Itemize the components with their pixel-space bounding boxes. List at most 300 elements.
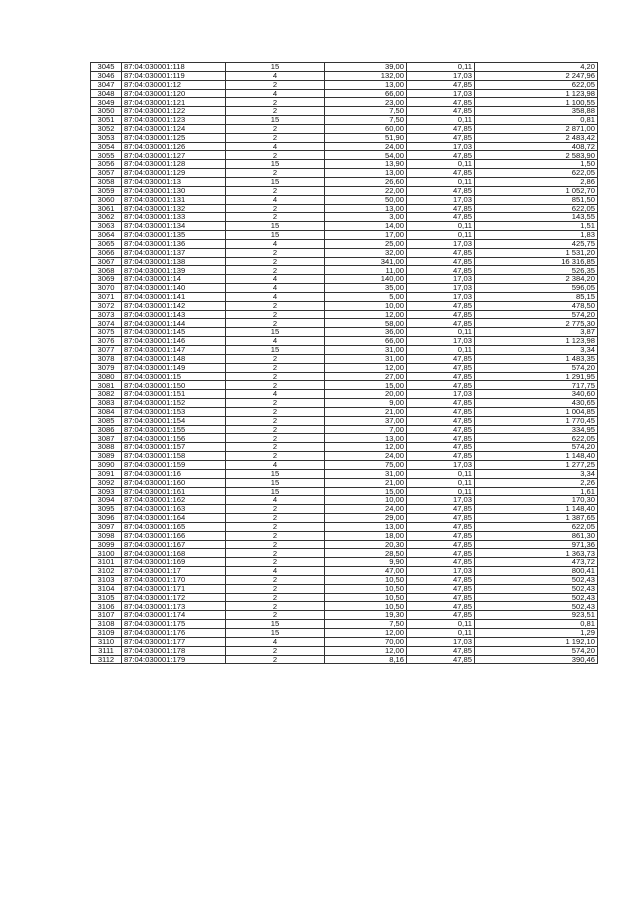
- row-number-cell: 3094: [91, 496, 122, 505]
- rate-value-cell: 47,85: [407, 531, 475, 540]
- area-value-cell: 60,00: [325, 124, 407, 133]
- table-row: [91, 496, 598, 505]
- total-value-cell: 1 387,65: [475, 514, 598, 523]
- row-number-cell: 3069: [91, 275, 122, 284]
- total-value-cell: 390,46: [475, 655, 598, 664]
- table-row: [91, 133, 598, 142]
- table-row: [91, 416, 598, 425]
- table-row: [91, 514, 598, 523]
- total-value-cell: 473,72: [475, 558, 598, 567]
- table-row: [91, 637, 598, 646]
- rate-value-cell: 47,85: [407, 107, 475, 116]
- cadastral-number-cell: 87:04:030001:171: [122, 584, 226, 593]
- row-number-cell: 3106: [91, 602, 122, 611]
- rate-value-cell: 0,11: [407, 478, 475, 487]
- row-number-cell: 3104: [91, 584, 122, 593]
- row-number-cell: 3063: [91, 222, 122, 231]
- category-code-cell: 2: [226, 186, 325, 195]
- category-code-cell: 2: [226, 655, 325, 664]
- category-code-cell: 2: [226, 363, 325, 372]
- table-body: [91, 63, 598, 664]
- category-code-cell: 15: [226, 160, 325, 169]
- cadastral-number-cell: 87:04:030001:119: [122, 71, 226, 80]
- total-value-cell: 2 247,96: [475, 71, 598, 80]
- total-value-cell: 170,30: [475, 496, 598, 505]
- category-code-cell: 15: [226, 328, 325, 337]
- cadastral-number-cell: 87:04:030001:166: [122, 531, 226, 540]
- row-number-cell: 3092: [91, 478, 122, 487]
- row-number-cell: 3087: [91, 434, 122, 443]
- rate-value-cell: 47,85: [407, 363, 475, 372]
- rate-value-cell: 47,85: [407, 584, 475, 593]
- cadastral-number-cell: 87:04:030001:173: [122, 602, 226, 611]
- category-code-cell: 2: [226, 407, 325, 416]
- rate-value-cell: 0,11: [407, 63, 475, 72]
- category-code-cell: 2: [226, 399, 325, 408]
- cadastral-number-cell: 87:04:030001:167: [122, 540, 226, 549]
- row-number-cell: 3081: [91, 381, 122, 390]
- category-code-cell: 4: [226, 142, 325, 151]
- table-row: [91, 531, 598, 540]
- area-value-cell: 75,00: [325, 460, 407, 469]
- row-number-cell: 3050: [91, 107, 122, 116]
- area-value-cell: 11,00: [325, 266, 407, 275]
- total-value-cell: 3,34: [475, 469, 598, 478]
- rate-value-cell: 17,03: [407, 284, 475, 293]
- table-row: [91, 611, 598, 620]
- table-row: [91, 301, 598, 310]
- table-row: [91, 346, 598, 355]
- row-number-cell: 3052: [91, 124, 122, 133]
- row-number-cell: 3060: [91, 195, 122, 204]
- category-code-cell: 2: [226, 602, 325, 611]
- rate-value-cell: 47,85: [407, 425, 475, 434]
- total-value-cell: 1 148,40: [475, 452, 598, 461]
- table-row: [91, 231, 598, 240]
- total-value-cell: 2 384,20: [475, 275, 598, 284]
- row-number-cell: 3059: [91, 186, 122, 195]
- table-row: [91, 655, 598, 664]
- category-code-cell: 2: [226, 425, 325, 434]
- rate-value-cell: 17,03: [407, 142, 475, 151]
- rate-value-cell: 17,03: [407, 637, 475, 646]
- cadastral-number-cell: 87:04:030001:132: [122, 204, 226, 213]
- category-code-cell: 15: [226, 487, 325, 496]
- rate-value-cell: 17,03: [407, 460, 475, 469]
- area-value-cell: 70,00: [325, 637, 407, 646]
- total-value-cell: 1 052,70: [475, 186, 598, 195]
- category-code-cell: 2: [226, 540, 325, 549]
- area-value-cell: 31,00: [325, 354, 407, 363]
- rate-value-cell: 47,85: [407, 452, 475, 461]
- table-row: [91, 390, 598, 399]
- table-row: [91, 478, 598, 487]
- category-code-cell: 2: [226, 558, 325, 567]
- row-number-cell: 3046: [91, 71, 122, 80]
- total-value-cell: 0,81: [475, 116, 598, 125]
- rate-value-cell: 47,85: [407, 407, 475, 416]
- category-code-cell: 2: [226, 354, 325, 363]
- category-code-cell: 2: [226, 248, 325, 257]
- area-value-cell: 31,00: [325, 469, 407, 478]
- cadastral-number-cell: 87:04:030001:13: [122, 177, 226, 186]
- row-number-cell: 3049: [91, 98, 122, 107]
- table-row: [91, 646, 598, 655]
- row-number-cell: 3065: [91, 239, 122, 248]
- rate-value-cell: 47,85: [407, 602, 475, 611]
- table-row: [91, 540, 598, 549]
- rate-value-cell: 47,85: [407, 257, 475, 266]
- category-code-cell: 2: [226, 505, 325, 514]
- row-number-cell: 3061: [91, 204, 122, 213]
- table-row: [91, 186, 598, 195]
- rate-value-cell: 17,03: [407, 71, 475, 80]
- rate-value-cell: 47,85: [407, 655, 475, 664]
- total-value-cell: 1 531,20: [475, 248, 598, 257]
- area-value-cell: 7,50: [325, 116, 407, 125]
- cadastral-number-cell: 87:04:030001:149: [122, 363, 226, 372]
- cadastral-number-cell: 87:04:030001:168: [122, 549, 226, 558]
- cadastral-number-cell: 87:04:030001:162: [122, 496, 226, 505]
- total-value-cell: 2 871,00: [475, 124, 598, 133]
- cadastral-number-cell: 87:04:030001:118: [122, 63, 226, 72]
- cadastral-number-cell: 87:04:030001:127: [122, 151, 226, 160]
- area-value-cell: 14,00: [325, 222, 407, 231]
- cadastral-number-cell: 87:04:030001:154: [122, 416, 226, 425]
- rate-value-cell: 47,85: [407, 434, 475, 443]
- cadastral-number-cell: 87:04:030001:163: [122, 505, 226, 514]
- total-value-cell: 851,50: [475, 195, 598, 204]
- rate-value-cell: 47,85: [407, 310, 475, 319]
- area-value-cell: 50,00: [325, 195, 407, 204]
- rate-value-cell: 47,85: [407, 151, 475, 160]
- category-code-cell: 2: [226, 443, 325, 452]
- table-row: [91, 522, 598, 531]
- cadastral-number-cell: 87:04:030001:16: [122, 469, 226, 478]
- category-code-cell: 4: [226, 496, 325, 505]
- area-value-cell: 66,00: [325, 337, 407, 346]
- total-value-cell: 1 770,45: [475, 416, 598, 425]
- rate-value-cell: 0,11: [407, 222, 475, 231]
- total-value-cell: 425,75: [475, 239, 598, 248]
- rate-value-cell: 47,85: [407, 416, 475, 425]
- category-code-cell: 15: [226, 478, 325, 487]
- total-value-cell: 3,34: [475, 346, 598, 355]
- category-code-cell: 2: [226, 416, 325, 425]
- area-value-cell: 18,00: [325, 531, 407, 540]
- row-number-cell: 3086: [91, 425, 122, 434]
- cadastral-number-cell: 87:04:030001:151: [122, 390, 226, 399]
- total-value-cell: 622,05: [475, 204, 598, 213]
- cadastral-number-cell: 87:04:030001:14: [122, 275, 226, 284]
- row-number-cell: 3108: [91, 620, 122, 629]
- rate-value-cell: 47,85: [407, 213, 475, 222]
- table-row: [91, 222, 598, 231]
- row-number-cell: 3105: [91, 593, 122, 602]
- table-row: [91, 266, 598, 275]
- category-code-cell: 15: [226, 346, 325, 355]
- table-row: [91, 593, 598, 602]
- row-number-cell: 3091: [91, 469, 122, 478]
- area-value-cell: 12,00: [325, 310, 407, 319]
- cadastral-number-cell: 87:04:030001:128: [122, 160, 226, 169]
- row-number-cell: 3073: [91, 310, 122, 319]
- table-row: [91, 63, 598, 72]
- area-value-cell: 341,00: [325, 257, 407, 266]
- area-value-cell: 39,00: [325, 63, 407, 72]
- table-row: [91, 124, 598, 133]
- area-value-cell: 58,00: [325, 319, 407, 328]
- table-row: [91, 629, 598, 638]
- category-code-cell: 15: [226, 177, 325, 186]
- table-row: [91, 107, 598, 116]
- cadastral-number-cell: 87:04:030001:153: [122, 407, 226, 416]
- total-value-cell: 502,43: [475, 602, 598, 611]
- area-value-cell: 54,00: [325, 151, 407, 160]
- table-row: [91, 558, 598, 567]
- area-value-cell: 13,90: [325, 160, 407, 169]
- area-value-cell: 24,00: [325, 452, 407, 461]
- table-row: [91, 80, 598, 89]
- cadastral-number-cell: 87:04:030001:141: [122, 292, 226, 301]
- rate-value-cell: 47,85: [407, 646, 475, 655]
- total-value-cell: 502,43: [475, 584, 598, 593]
- table-row: [91, 328, 598, 337]
- total-value-cell: 971,36: [475, 540, 598, 549]
- rate-value-cell: 0,11: [407, 487, 475, 496]
- category-code-cell: 2: [226, 124, 325, 133]
- row-number-cell: 3088: [91, 443, 122, 452]
- rate-value-cell: 0,11: [407, 629, 475, 638]
- category-code-cell: 2: [226, 646, 325, 655]
- total-value-cell: 1,61: [475, 487, 598, 496]
- cadastral-number-cell: 87:04:030001:124: [122, 124, 226, 133]
- category-code-cell: 2: [226, 257, 325, 266]
- cadastral-number-cell: 87:04:030001:147: [122, 346, 226, 355]
- cadastral-number-cell: 87:04:030001:125: [122, 133, 226, 142]
- area-value-cell: 10,50: [325, 575, 407, 584]
- rate-value-cell: 0,11: [407, 346, 475, 355]
- area-value-cell: 7,00: [325, 425, 407, 434]
- total-value-cell: 4,20: [475, 63, 598, 72]
- category-code-cell: 15: [226, 116, 325, 125]
- area-value-cell: 66,00: [325, 89, 407, 98]
- row-number-cell: 3057: [91, 169, 122, 178]
- total-value-cell: 358,88: [475, 107, 598, 116]
- category-code-cell: 4: [226, 637, 325, 646]
- category-code-cell: 2: [226, 584, 325, 593]
- category-code-cell: 2: [226, 381, 325, 390]
- cadastral-number-cell: 87:04:030001:133: [122, 213, 226, 222]
- total-value-cell: 3,87: [475, 328, 598, 337]
- total-value-cell: 408,72: [475, 142, 598, 151]
- row-number-cell: 3045: [91, 63, 122, 72]
- area-value-cell: 10,50: [325, 602, 407, 611]
- cadastral-number-cell: 87:04:030001:142: [122, 301, 226, 310]
- table-row: [91, 257, 598, 266]
- rate-value-cell: 47,85: [407, 80, 475, 89]
- total-value-cell: 574,20: [475, 363, 598, 372]
- total-value-cell: 800,41: [475, 567, 598, 576]
- cadastral-number-cell: 87:04:030001:161: [122, 487, 226, 496]
- rate-value-cell: 17,03: [407, 337, 475, 346]
- cadastral-number-cell: 87:04:030001:165: [122, 522, 226, 531]
- table-row: [91, 443, 598, 452]
- row-number-cell: 3099: [91, 540, 122, 549]
- cadastral-number-cell: 87:04:030001:176: [122, 629, 226, 638]
- table-row: [91, 337, 598, 346]
- area-value-cell: 12,00: [325, 363, 407, 372]
- table-row: [91, 549, 598, 558]
- table-row: [91, 310, 598, 319]
- cadastral-number-cell: 87:04:030001:135: [122, 231, 226, 240]
- category-code-cell: 2: [226, 266, 325, 275]
- area-value-cell: 13,00: [325, 434, 407, 443]
- rate-value-cell: 47,85: [407, 169, 475, 178]
- table-row: [91, 434, 598, 443]
- rate-value-cell: 47,85: [407, 593, 475, 602]
- category-code-cell: 2: [226, 80, 325, 89]
- row-number-cell: 3090: [91, 460, 122, 469]
- row-number-cell: 3093: [91, 487, 122, 496]
- rate-value-cell: 47,85: [407, 611, 475, 620]
- table-row: [91, 292, 598, 301]
- area-value-cell: 20,00: [325, 390, 407, 399]
- table-row: [91, 354, 598, 363]
- total-value-cell: 1 148,40: [475, 505, 598, 514]
- cadastral-number-cell: 87:04:030001:15: [122, 372, 226, 381]
- category-code-cell: 4: [226, 239, 325, 248]
- table-row: [91, 151, 598, 160]
- rate-value-cell: 47,85: [407, 399, 475, 408]
- area-value-cell: 20,30: [325, 540, 407, 549]
- table-row: [91, 319, 598, 328]
- rate-value-cell: 47,85: [407, 443, 475, 452]
- table-row: [91, 567, 598, 576]
- row-number-cell: 3110: [91, 637, 122, 646]
- category-code-cell: 2: [226, 514, 325, 523]
- table-row: [91, 407, 598, 416]
- category-code-cell: 4: [226, 337, 325, 346]
- cadastral-table: [90, 62, 598, 664]
- rate-value-cell: 17,03: [407, 567, 475, 576]
- cadastral-number-cell: 87:04:030001:179: [122, 655, 226, 664]
- rate-value-cell: 47,85: [407, 266, 475, 275]
- row-number-cell: 3064: [91, 231, 122, 240]
- total-value-cell: 596,05: [475, 284, 598, 293]
- area-value-cell: 15,00: [325, 381, 407, 390]
- area-value-cell: 12,00: [325, 443, 407, 452]
- total-value-cell: 622,05: [475, 80, 598, 89]
- area-value-cell: 13,00: [325, 169, 407, 178]
- rate-value-cell: 17,03: [407, 275, 475, 284]
- area-value-cell: 10,00: [325, 301, 407, 310]
- category-code-cell: 15: [226, 620, 325, 629]
- rate-value-cell: 47,85: [407, 98, 475, 107]
- table-row: [91, 116, 598, 125]
- rate-value-cell: 47,85: [407, 522, 475, 531]
- category-code-cell: 2: [226, 213, 325, 222]
- total-value-cell: 1 483,35: [475, 354, 598, 363]
- table-row: [91, 602, 598, 611]
- area-value-cell: 15,00: [325, 487, 407, 496]
- row-number-cell: 3082: [91, 390, 122, 399]
- total-value-cell: 16 316,85: [475, 257, 598, 266]
- row-number-cell: 3095: [91, 505, 122, 514]
- rate-value-cell: 47,85: [407, 301, 475, 310]
- area-value-cell: 9,00: [325, 399, 407, 408]
- area-value-cell: 12,00: [325, 646, 407, 655]
- rate-value-cell: 47,85: [407, 540, 475, 549]
- area-value-cell: 10,50: [325, 584, 407, 593]
- area-value-cell: 23,00: [325, 98, 407, 107]
- rate-value-cell: 17,03: [407, 496, 475, 505]
- row-number-cell: 3074: [91, 319, 122, 328]
- row-number-cell: 3089: [91, 452, 122, 461]
- total-value-cell: 430,65: [475, 399, 598, 408]
- row-number-cell: 3075: [91, 328, 122, 337]
- cadastral-number-cell: 87:04:030001:155: [122, 425, 226, 434]
- category-code-cell: 2: [226, 151, 325, 160]
- area-value-cell: 21,00: [325, 478, 407, 487]
- row-number-cell: 3097: [91, 522, 122, 531]
- row-number-cell: 3071: [91, 292, 122, 301]
- cadastral-number-cell: 87:04:030001:12: [122, 80, 226, 89]
- row-number-cell: 3107: [91, 611, 122, 620]
- row-number-cell: 3055: [91, 151, 122, 160]
- rate-value-cell: 17,03: [407, 390, 475, 399]
- cadastral-number-cell: 87:04:030001:160: [122, 478, 226, 487]
- row-number-cell: 3054: [91, 142, 122, 151]
- area-value-cell: 5,00: [325, 292, 407, 301]
- total-value-cell: 0,81: [475, 620, 598, 629]
- rate-value-cell: 47,85: [407, 124, 475, 133]
- cadastral-number-cell: 87:04:030001:17: [122, 567, 226, 576]
- table-row: [91, 505, 598, 514]
- total-value-cell: 861,30: [475, 531, 598, 540]
- row-number-cell: 3080: [91, 372, 122, 381]
- category-code-cell: 15: [226, 469, 325, 478]
- area-value-cell: 26,60: [325, 177, 407, 186]
- cadastral-number-cell: 87:04:030001:174: [122, 611, 226, 620]
- total-value-cell: 2 583,90: [475, 151, 598, 160]
- category-code-cell: 2: [226, 522, 325, 531]
- category-code-cell: 2: [226, 531, 325, 540]
- table-row: [91, 142, 598, 151]
- total-value-cell: 526,35: [475, 266, 598, 275]
- cadastral-number-cell: 87:04:030001:120: [122, 89, 226, 98]
- table-row: [91, 452, 598, 461]
- category-code-cell: 2: [226, 169, 325, 178]
- cadastral-number-cell: 87:04:030001:134: [122, 222, 226, 231]
- table-row: [91, 213, 598, 222]
- cadastral-number-cell: 87:04:030001:122: [122, 107, 226, 116]
- cadastral-number-cell: 87:04:030001:158: [122, 452, 226, 461]
- area-value-cell: 7,50: [325, 620, 407, 629]
- area-value-cell: 27,00: [325, 372, 407, 381]
- category-code-cell: 15: [226, 222, 325, 231]
- row-number-cell: 3053: [91, 133, 122, 142]
- rate-value-cell: 47,85: [407, 575, 475, 584]
- cadastral-number-cell: 87:04:030001:148: [122, 354, 226, 363]
- rate-value-cell: 0,11: [407, 328, 475, 337]
- row-number-cell: 3058: [91, 177, 122, 186]
- row-number-cell: 3101: [91, 558, 122, 567]
- row-number-cell: 3048: [91, 89, 122, 98]
- table-row: [91, 275, 598, 284]
- area-value-cell: 8,16: [325, 655, 407, 664]
- table-row: [91, 425, 598, 434]
